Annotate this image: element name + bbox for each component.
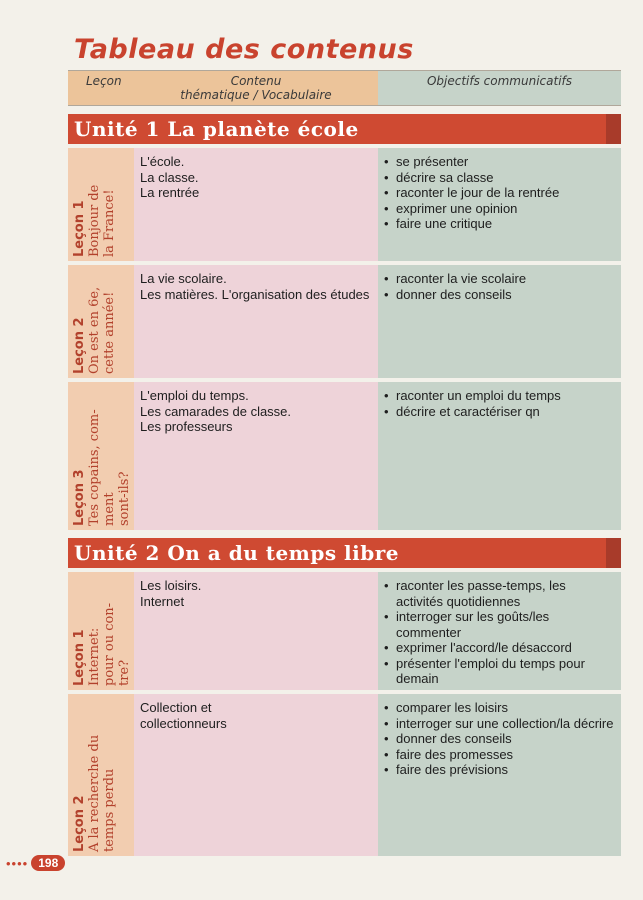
lesson-title-vertical — [72, 603, 132, 686]
lesson-title-line: temps perdu — [102, 768, 117, 852]
objectif-item: • interroger sur une collection/la décrire — [384, 716, 615, 732]
objectif-item: • exprimer une opinion — [384, 201, 615, 217]
objectif-item: • donner des conseils — [384, 731, 615, 747]
objectif-item: • raconter un emploi du temps — [384, 388, 615, 404]
lesson-row — [68, 572, 621, 690]
contenu-item: Les camarades de classe. — [140, 403, 292, 419]
unit-title: Unité 2 On a du temps libre — [68, 538, 606, 568]
lesson-objectifs — [378, 694, 621, 856]
contenu-item: L'école. — [140, 154, 185, 169]
lesson-title-line: tre? — [117, 659, 132, 686]
lesson-title-line: cette année! — [102, 291, 117, 374]
page-title: Tableau des contenus — [74, 34, 414, 65]
contenu-item: Les professeurs — [140, 419, 233, 434]
lesson-title-line: Bonjour de — [87, 184, 102, 257]
contenu-item: Les loisirs. — [140, 578, 202, 593]
objectif-item: • décrire et caractériser qn — [384, 404, 615, 420]
objectif-item: • interroger sur les goûts/les commenter — [384, 609, 615, 640]
lesson-contenu — [134, 265, 378, 378]
header-contenu — [134, 71, 378, 105]
lesson-objectifs — [378, 572, 621, 690]
lesson-contenu — [134, 382, 378, 530]
lesson-contenu — [134, 148, 378, 261]
objectif-item: • comparer les loisirs — [384, 700, 615, 716]
lesson-title-line: A la recherche du — [87, 734, 102, 852]
lesson-objectifs — [378, 265, 621, 378]
objectif-item: • faire des promesses — [384, 747, 615, 763]
lesson-objectifs — [378, 148, 621, 261]
header-contenu-line1: Contenu — [230, 74, 282, 88]
header-contenu-line2: thématique / Vocabulaire — [180, 88, 332, 102]
lesson-title-line: sont-ils? — [117, 471, 132, 526]
contenu-item: La classe. — [140, 169, 199, 185]
lesson-title-vertical — [72, 735, 117, 852]
lesson-title-line: Internet: — [87, 627, 102, 686]
contenu-item: La rentrée — [140, 185, 200, 200]
lesson-title-vertical — [72, 409, 132, 526]
unit-title: Unité 1 La planète école — [68, 114, 606, 144]
lesson-objectifs — [378, 382, 621, 530]
lesson-row — [68, 148, 621, 261]
lesson-cell — [68, 572, 134, 690]
objectif-item: • raconter le jour de la rentrée — [384, 185, 615, 201]
lesson-cell — [68, 382, 134, 530]
objectif-item: • faire une critique — [384, 216, 615, 232]
lesson-cell — [68, 694, 134, 856]
page-number — [6, 854, 65, 872]
lesson-title-vertical — [72, 287, 117, 374]
lesson-contenu — [134, 572, 378, 690]
lesson-title-line: pour ou con- — [102, 602, 117, 686]
lesson-cell — [68, 265, 134, 378]
lesson-cell — [68, 148, 134, 261]
header-lecon: Leçon — [68, 71, 134, 105]
contenu-item: L'emploi du temps. — [140, 388, 249, 403]
lesson-row — [68, 382, 621, 530]
objectif-item: • donner des conseils — [384, 287, 615, 303]
contenu-item: Collection et — [140, 700, 212, 715]
lesson-label: Leçon 1 — [72, 629, 87, 686]
lesson-label: Leçon 3 — [72, 469, 87, 526]
page-dots: •••• — [6, 855, 29, 871]
contenu-item: Internet — [140, 593, 185, 609]
lesson-label: Leçon 1 — [72, 200, 87, 257]
objectif-item: • raconter la vie scolaire — [384, 271, 615, 287]
contents-table — [68, 70, 621, 860]
contenu-item: Les matières. L'organisation des études — [140, 286, 370, 302]
unit-band — [68, 538, 621, 568]
lesson-title-line: ment — [102, 492, 117, 526]
lesson-title-vertical — [72, 185, 117, 257]
unit-band — [68, 114, 621, 144]
lesson-row — [68, 694, 621, 856]
lesson-title-line: Tes copains, com- — [87, 409, 102, 526]
objectif-item: • raconter les passe-temps, les activités quotidiennes — [384, 578, 615, 609]
objectif-item: • présenter l'emploi du temps pour demain — [384, 656, 615, 687]
contenu-item: La vie scolaire. — [140, 271, 227, 286]
page-number-badge: 198 — [31, 855, 65, 871]
objectif-item: • faire des prévisions — [384, 762, 615, 778]
lesson-label: Leçon 2 — [72, 795, 87, 852]
lesson-row — [68, 265, 621, 378]
lesson-contenu — [134, 694, 378, 856]
table-header — [68, 70, 621, 106]
lesson-label: Leçon 2 — [72, 317, 87, 374]
objectif-item: • se présenter — [384, 154, 615, 170]
objectif-item: • exprimer l'accord/le désaccord — [384, 640, 615, 656]
lesson-title-line: la France! — [102, 189, 117, 257]
header-objectifs: Objectifs communicatifs — [378, 71, 621, 105]
contenu-item: collectionneurs — [140, 715, 227, 731]
lesson-title-line: On est en 6e, — [87, 286, 102, 374]
objectif-item: • décrire sa classe — [384, 170, 615, 186]
